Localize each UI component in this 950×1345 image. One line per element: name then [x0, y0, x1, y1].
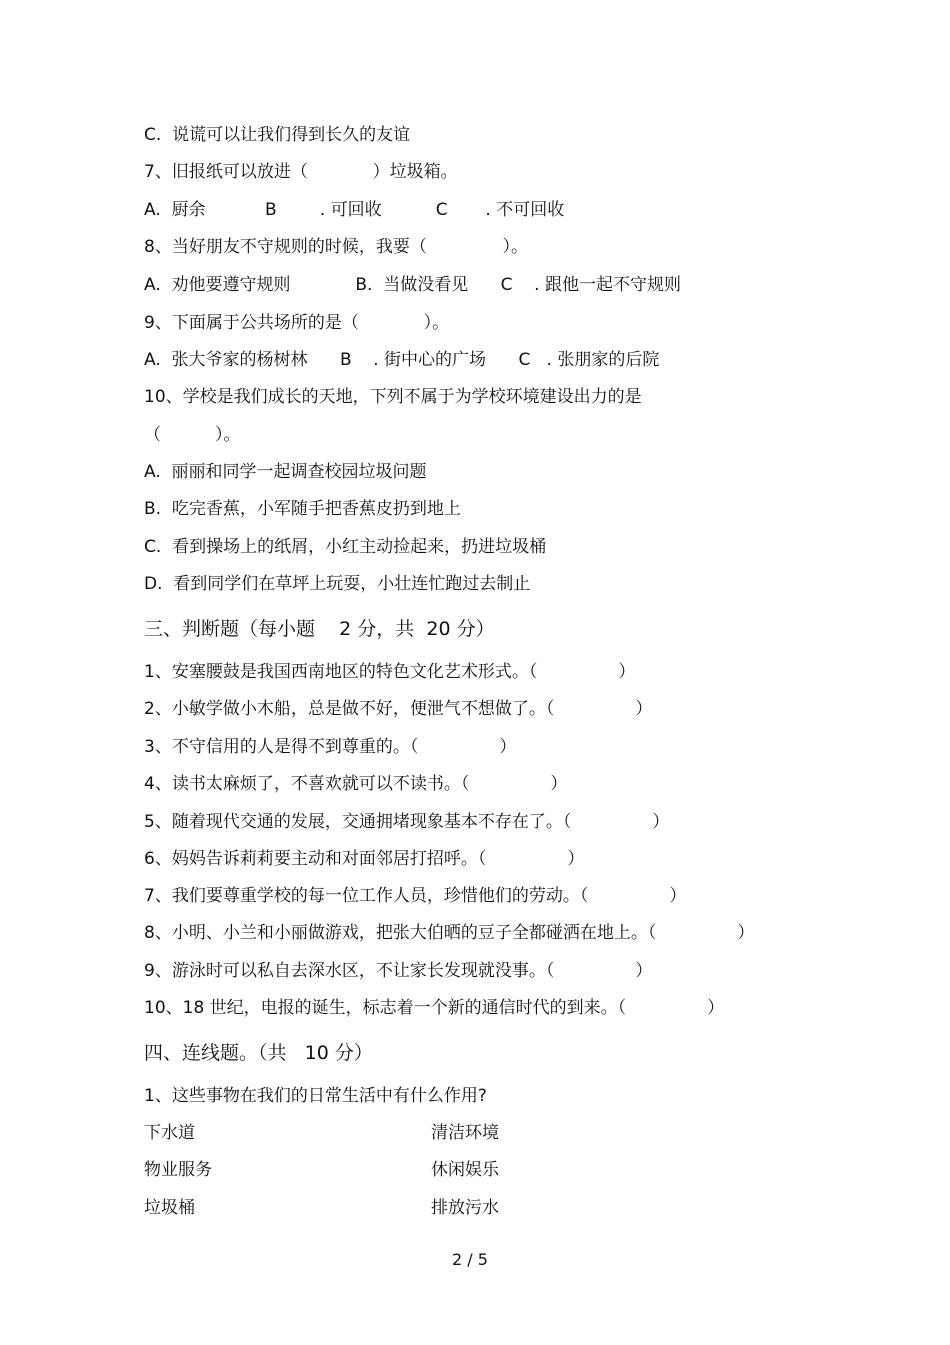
q9-question: 9、下面属于公共场所的是（ ）。 — [144, 313, 450, 333]
tf-item-7: 7、我们要尊重学校的每一位工作人员，珍惜他们的劳动。（ ） — [144, 886, 687, 906]
q10-blank: （ ）。 — [144, 425, 241, 445]
q7-options: A. 厨余 B . 可回收 C . 不可回收 — [144, 200, 565, 220]
q10-question: 10、学校是我们成长的天地，下列不属于为学校环境建设出力的是 — [144, 387, 642, 407]
section3-heading: 三、判断题（每小题 2 分，共 20 分） — [144, 618, 495, 640]
q10-option-a: A. 丽丽和同学一起调查校园垃圾问题 — [144, 462, 427, 482]
q8-question: 8、当好朋友不守规则的时候，我要（ ）。 — [144, 237, 528, 257]
q10-option-c: C. 看到操场上的纸屑，小红主动捡起来，扔进垃圾桶 — [144, 537, 547, 557]
tf-item-2: 2、小敏学做小木船，总是做不好，便泄气不想做了。（ ） — [144, 699, 653, 719]
tf-item-4: 4、读书太麻烦了，不喜欢就可以不读书。（ ） — [144, 774, 568, 794]
matching-left-item: 垃圾桶 — [144, 1198, 195, 1218]
tf-item-5: 5、随着现代交通的发展，交通拥堵现象基本不存在了。（ ） — [144, 812, 670, 832]
q6-option-c: C. 说谎可以让我们得到长久的友谊 — [144, 125, 411, 145]
q8-options: A. 劝他要遵守规则 B. 当做没看见 C . 跟他一起不守规则 — [144, 275, 681, 295]
q9-options: A. 张大爷家的杨树林 B . 街中心的广场 C . 张朋家的后院 — [144, 350, 660, 370]
matching-right-item: 排放污水 — [431, 1198, 499, 1218]
q10-option-b: B. 吃完香蕉，小军随手把香蕉皮扔到地上 — [144, 499, 461, 519]
page-number: 2 / 5 — [452, 1250, 488, 1269]
tf-item-8: 8、小明、小兰和小丽做游戏，把张大伯晒的豆子全都碰洒在地上。（ ） — [144, 923, 755, 943]
tf-item-10: 10、18 世纪，电报的诞生，标志着一个新的通信时代的到来。（ ） — [144, 998, 725, 1018]
tf-item-3: 3、不守信用的人是得不到尊重的。（ ） — [144, 737, 517, 757]
q7-question: 7、旧报纸可以放进（ ）垃圾箱。 — [144, 162, 458, 182]
tf-item-9: 9、游泳时可以私自去深水区，不让家长发现就没事。（ ） — [144, 961, 653, 981]
tf-item-6: 6、妈妈告诉莉莉要主动和对面邻居打招呼。（ ） — [144, 849, 585, 869]
matching-left-item: 物业服务 — [144, 1160, 212, 1180]
section4-heading: 四、连线题。（共 10 分） — [144, 1042, 373, 1064]
q10-option-d: D. 看到同学们在草坪上玩耍，小壮连忙跑过去制止 — [144, 574, 531, 594]
matching-left-item: 下水道 — [144, 1123, 195, 1143]
matching-right-item: 清洁环境 — [431, 1123, 499, 1143]
matching-question: 1、这些事物在我们的日常生活中有什么作用? — [144, 1086, 487, 1106]
tf-item-1: 1、安塞腰鼓是我国西南地区的特色文化艺术形式。（ ） — [144, 662, 636, 682]
matching-right-item: 休闲娱乐 — [431, 1160, 499, 1180]
